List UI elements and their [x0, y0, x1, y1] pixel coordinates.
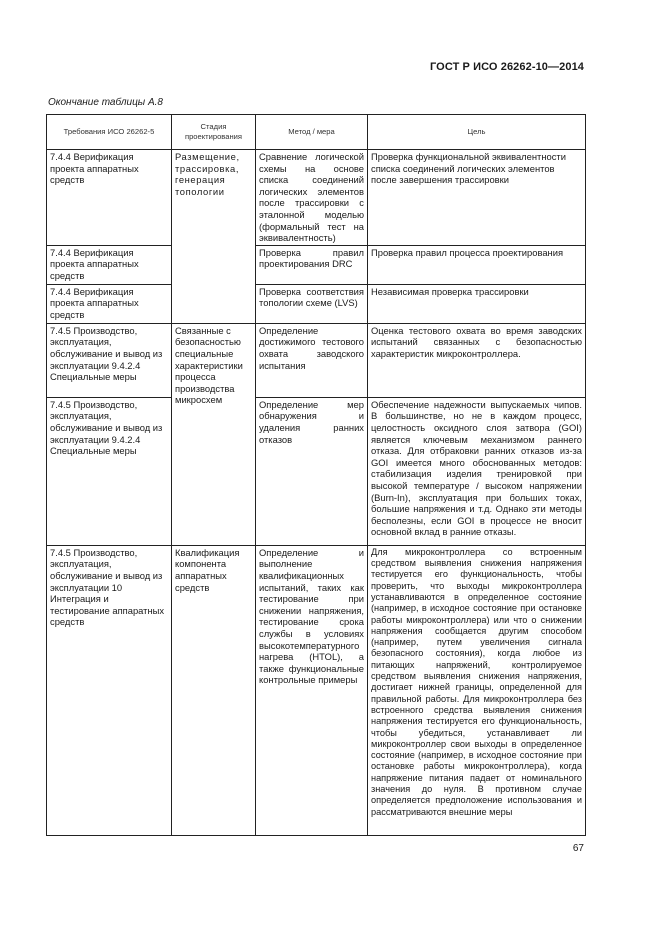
page-number: 67 — [572, 843, 584, 854]
requirement-cell: 7.4.4 Верификация проекта аппаратных средств — [47, 150, 172, 246]
requirement-cell: 7.4.5 Производство, эксплуатация, обслуживание и вывод из эксплуатации 9.4.2.4 Специальные меры — [47, 323, 172, 397]
table-row — [47, 545, 586, 835]
table-caption: Окончание таблицы А.8 — [48, 97, 163, 108]
stage-cell-qualification: Квалификация компонента аппаратных средств — [172, 545, 256, 835]
table-header-row — [47, 115, 586, 150]
requirement-cell: 7.4.5 Производство, эксплуатация, обслуживание и вывод из эксплуатации 9.4.2.4 Специальные меры — [47, 397, 172, 545]
header-method: Метод / мера — [256, 115, 368, 150]
requirement-cell: 7.4.4 Верификация проекта аппаратных средств — [47, 245, 172, 284]
goal-cell: Независимая проверка трассировки — [368, 284, 586, 323]
method-cell: Проверка правил проектирования DRC — [256, 245, 368, 284]
requirements-table — [46, 114, 586, 836]
method-cell: Проверка соответствия топологии схеме (LVS) — [256, 284, 368, 323]
table-row — [47, 284, 586, 323]
goal-cell: Проверка функциональной эквивалентности списка соединений логических элементов после завершения трассировки — [368, 150, 586, 246]
requirement-cell: 7.4.5 Производство, эксплуатация, обслуживание и вывод из эксплуатации 10 Интеграция и тестирование аппаратных средств — [47, 545, 172, 835]
header-requirements: Требования ИСО 26262-5 — [47, 115, 172, 150]
method-cell: Определение и выполнение квалификационных испытаний, таких как тестирование при снижении напряжения, тестирование срока службы в условиях высокотемпературного нагрева (HTOL), а также функциональные контрольные примеры — [256, 545, 368, 835]
table-row — [47, 397, 586, 545]
table-row — [47, 323, 586, 397]
goal-cell: Обеспечение надежности выпускаемых чипов. В большинстве, но не в каждом процесс, целостность оксидного слоя затвора (GOI) является ключевым механизмом раннего отказа. Для отбраковки ранних отказов из-за GOI имеется много обоснованных методов: стабилизация изделия тренировкой при высокой температуре / высоком напряжении (Burn-In), эксплуатация при больших токах, большие напряжения и т.д. Однако эти методы бесполезны, если GOI в процессе не вносит основной вклад в ранние отказы. — [368, 397, 586, 545]
header-stage: Стадия проектирования — [172, 115, 256, 150]
stage-cell-production: Связанные с безопасностью специальные характеристики процесса производства микросхем — [172, 323, 256, 545]
document-code: ГОСТ Р ИСО 26262-10—2014 — [429, 61, 584, 73]
goal-cell: Проверка правил процесса проектирования — [368, 245, 586, 284]
table-row — [47, 150, 586, 246]
method-cell: Определение достижимого тестового охвата заводского испытания — [256, 323, 368, 397]
requirement-cell: 7.4.4 Верификация проекта аппаратных средств — [47, 284, 172, 323]
method-cell: Определение мер обнаружения и удаления ранних отказов — [256, 397, 368, 545]
goal-cell: Оценка тестового охвата во время заводских испытаний связанных с безопасностью характеристик микроконтроллера. — [368, 323, 586, 397]
header-goal: Цель — [368, 115, 586, 150]
stage-cell-layout: Размещение, трассировка, генерация топологии — [172, 150, 256, 324]
method-cell: Сравнение логической схемы на основе списка соединений логических элементов после трассировки с эталонной моделью (формальный тест на эквивалентность) — [256, 150, 368, 246]
goal-cell: Для микроконтроллера со встроенным средством выявления снижения напряжения тестируется его функциональность, чтобы проверить, что выходы микроконтроллера устанавливаются в определенное состояние (например, в исходное состояние при остановке работы микроконтроллера) или что о снижении напряжения сообщается другим способом (например, путем увеличения сигнала безопасного состояния), когда любое из питающих напряжений, контролируемое средством выявления снижения напряжения, достигает нижней границы, определенной для правильной работы. Для микроконтроллера без встроенного средства выявления снижения напряжения тестируется его функциональность, чтобы убедиться, устанавливает ли микроконтроллер свои выходы в определенное состояние (например, в исходное состояние при остановке работы микроконтроллера), когда напряжение питания падает от номинального значения до нуля. В противном случае определяется предположение использования и рассматриваются внешние меры — [368, 545, 586, 835]
table-row — [47, 245, 586, 284]
